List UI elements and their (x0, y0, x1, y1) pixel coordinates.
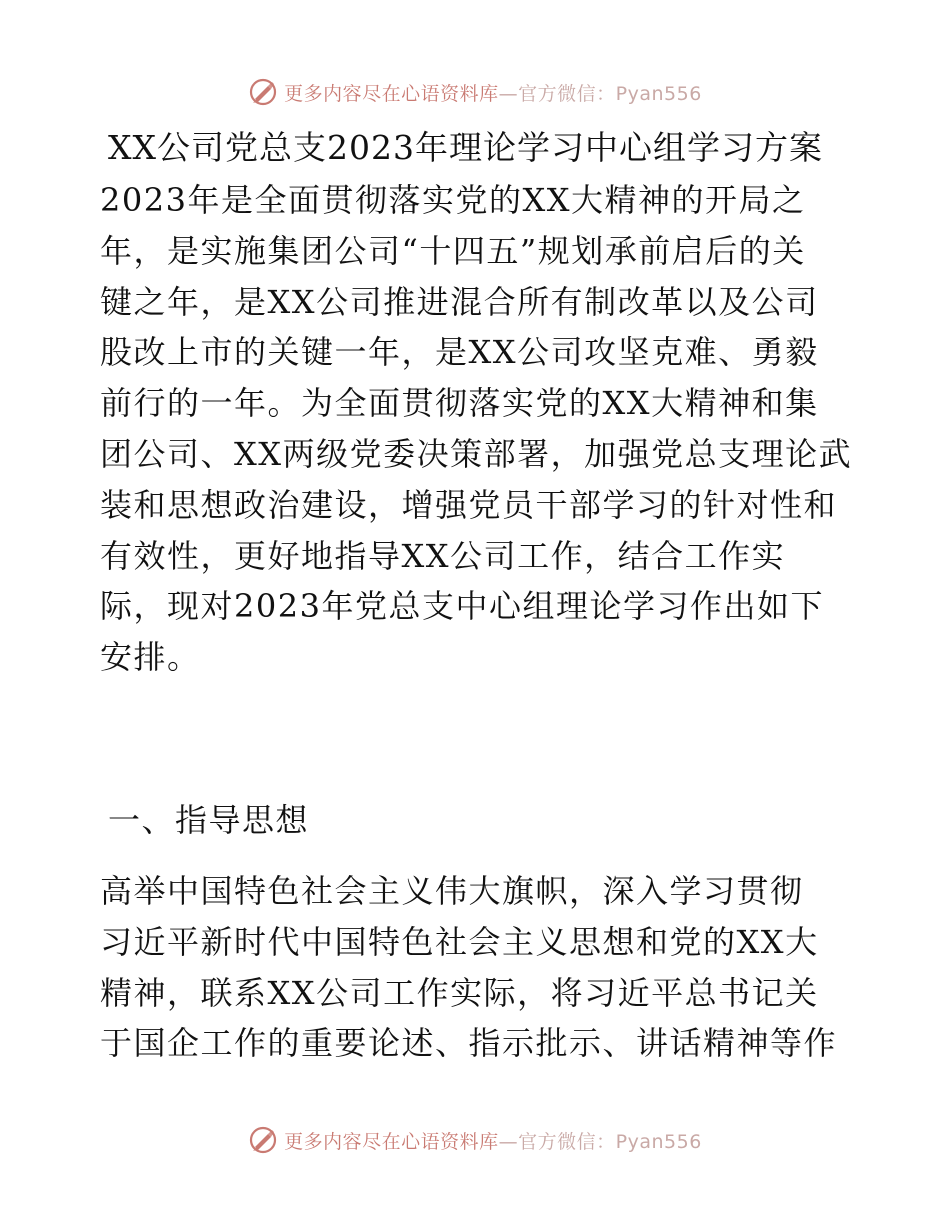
intro-paragraph (100, 175, 860, 683)
paragraph-line: 际，现对2023年党总支中心组理论学习作出如下 (100, 587, 824, 626)
paragraph-line: 年，是实施集团公司“十四五”规划承前启后的关 (100, 231, 806, 270)
watermark-text: 更多内容尽在心语资料库—官方微信：Pyan556 (284, 82, 702, 105)
section-heading-guiding-thought: 一、指导思想 (108, 801, 310, 839)
section-paragraph (100, 866, 860, 1069)
pen-logo-icon (248, 1125, 278, 1155)
paragraph-line: 键之年，是XX公司推进混合所有制改革以及公司 (100, 282, 819, 321)
paragraph-line: 2023年是全面贯彻落实党的XX大精神的开局之 (100, 181, 806, 219)
document-title: XX公司党总支2023年理论学习中心组学习方案 (108, 128, 823, 167)
paragraph-line: 于国企工作的重要论述、指示批示、讲话精神等作 (100, 1024, 838, 1063)
watermark-text: 更多内容尽在心语资料库—官方微信：Pyan556 (284, 1130, 702, 1153)
paragraph-line: 前行的一年。为全面贯彻落实党的XX大精神和集 (100, 384, 819, 423)
watermark-header (0, 72, 950, 112)
watermark-footer (0, 1120, 950, 1160)
paragraph-line: 团公司、XX两级党委决策部署，加强党总支理论武 (100, 434, 853, 473)
paragraph-line: 精神，联系XX公司工作实际，将习近平总书记关 (100, 973, 819, 1012)
paragraph-line: 装和思想政治建设，增强党员干部学习的针对性和 (100, 485, 838, 524)
paragraph-line: 高举中国特色社会主义伟大旗帜，深入学习贯彻 (100, 872, 804, 910)
paragraph-line: 有效性，更好地指导XX公司工作，结合工作实 (100, 536, 786, 575)
paragraph-line: 股改上市的关键一年，是XX公司攻坚克难、勇毅 (100, 333, 819, 372)
paragraph-line: 习近平新时代中国特色社会主义思想和党的XX大 (100, 922, 819, 961)
paragraph-line: 安排。 (100, 638, 201, 677)
pen-logo-icon (248, 77, 278, 107)
